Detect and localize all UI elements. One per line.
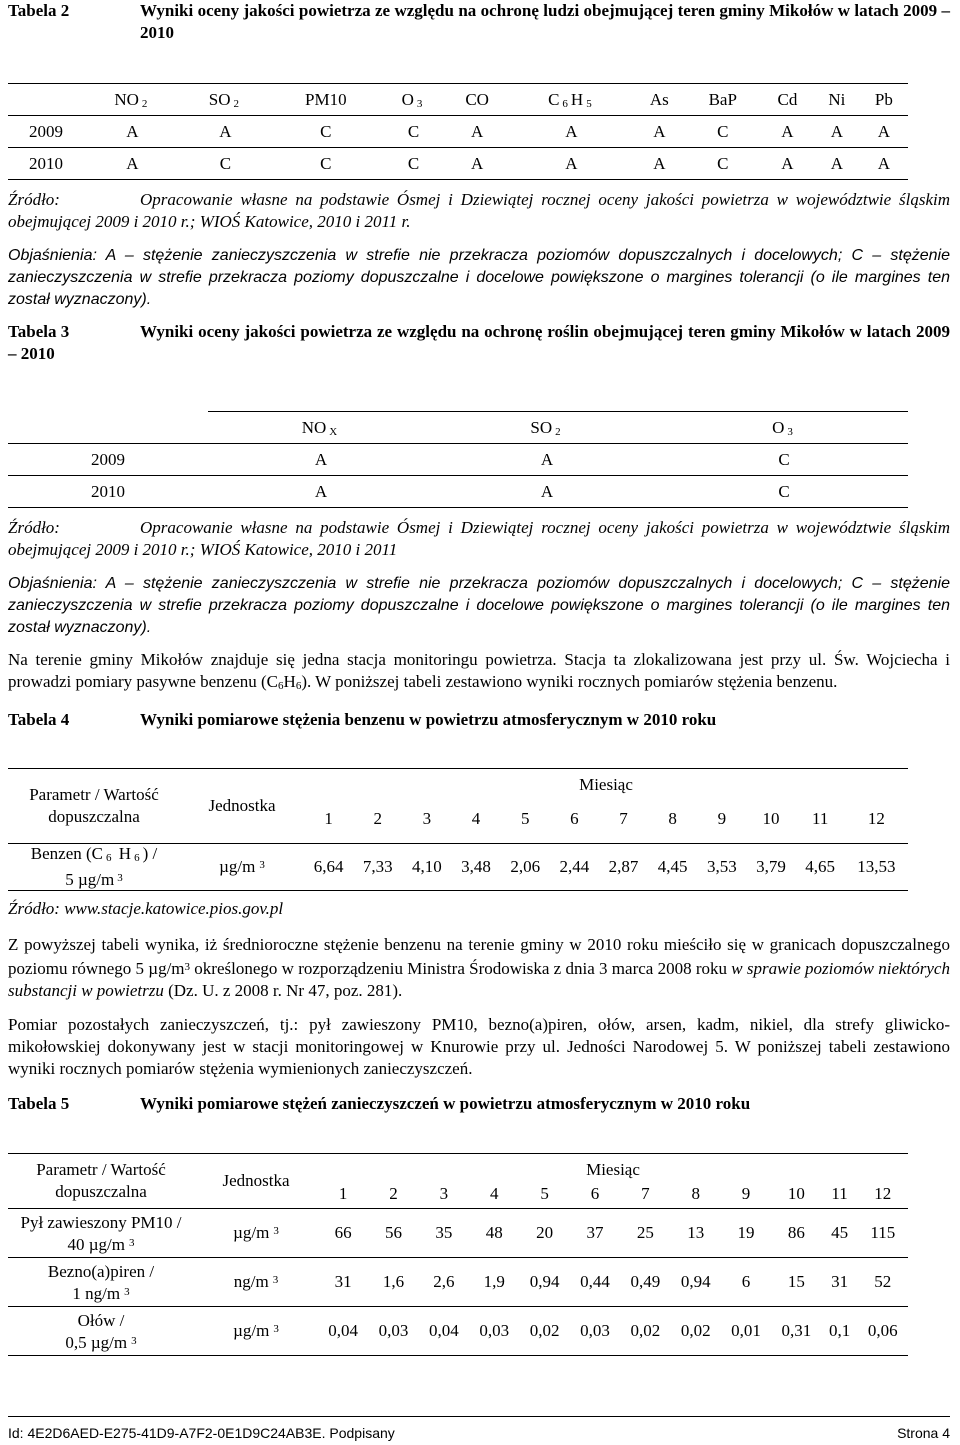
value-cell: 0,01: [721, 1307, 771, 1356]
table2-title: Wyniki oceny jakości powietrza ze względu na ochronę ludzi obejmującej teren gminy Mikołów w latach 2009 – 2010: [140, 1, 950, 42]
value-cell: 86: [771, 1209, 821, 1258]
pollutant-header: CO: [445, 84, 508, 116]
month-header: 2: [368, 1180, 418, 1209]
month-header: 1: [304, 795, 353, 844]
class-cell: A: [634, 148, 685, 180]
value-cell: 31: [822, 1258, 858, 1307]
month-header: 7: [599, 795, 648, 844]
table4: [8, 768, 908, 891]
value-cell: 3,79: [746, 844, 795, 891]
value-cell: 0,94: [671, 1258, 721, 1307]
table3: [8, 411, 908, 508]
document-page: [8, 0, 950, 1356]
value-cell: 1,9: [469, 1258, 519, 1307]
value-cell: 19: [721, 1209, 771, 1258]
unit-cell: ng/m $^3$: [194, 1258, 318, 1307]
value-cell: 1,6: [368, 1258, 418, 1307]
pollutant-header: O $_3$: [382, 84, 446, 116]
paragraph-benzene-result: Z powyższej tabeli wynika, iż średnioroczne stężenie benzenu na terenie gminy w 2010 roku mieściło się w granicach dopuszczalnego poziomu równego 5 $\mu g/m^3$ określonego w rozporządzeniu Ministra Środowiska z dnia 3 marca 2008 roku w sprawie poziomów niektórych substancji w powietrzu (Dz. U. z 2008 r. Nr 47, poz. 281).: [8, 935, 950, 1000]
source-label: Źródło:: [8, 190, 60, 209]
table5-month-header: Miesiąc: [318, 1154, 908, 1181]
month-header: 12: [858, 1180, 908, 1209]
month-header: 8: [648, 795, 697, 844]
value-cell: 4,10: [402, 844, 451, 891]
pollutant-header: PM10: [270, 84, 382, 116]
pollutant-header: As: [634, 84, 685, 116]
year-cell: 2009: [8, 444, 208, 476]
table2-label: Tabela 2: [8, 1, 70, 20]
table3-explanation: Objaśnienia: A – stężenie zanieczyszczenia w strefie nie przekracza poziomów dopuszczalnych i docelowych; C – stężenie zanieczyszczenia w strefie przekracza poziomy dopuszczalne i docelowe powiększone o margines tolerancji (o ile margines ten został wyznaczony).: [8, 575, 950, 636]
table2-caption: [8, 0, 950, 44]
table-row: [8, 444, 908, 476]
value-cell: 13: [671, 1209, 721, 1258]
class-cell: A: [761, 148, 814, 180]
class-cell: A: [761, 116, 814, 148]
value-cell: 0,06: [858, 1307, 908, 1356]
corner-cell: [8, 84, 84, 116]
value-cell: 0,1: [822, 1307, 858, 1356]
pollutant-header: BaP: [685, 84, 761, 116]
month-header: 3: [419, 1180, 469, 1209]
class-cell: A: [509, 148, 634, 180]
table2-source-text: Opracowanie własne na podstawie Ósmej i Dziewiątej rocznej oceny jakości powietrza w województwie śląskim obejmującej 2009 i 2010 r.; WIOŚ Katowice, 2010 i 2011 r.: [8, 190, 950, 231]
param-cell: Pył zawieszony PM10 / 40 µg/m $^3$: [8, 1209, 194, 1258]
value-cell: 0,04: [318, 1307, 368, 1356]
class-cell: C: [685, 116, 761, 148]
table3-title: Wyniki oceny jakości powietrza ze względu na ochronę roślin obejmującej teren gminy Mikołów w latach 2009 – 2010: [8, 322, 950, 363]
table4-title: Wyniki pomiarowe stężenia benzenu w powietrzu atmosferycznym w 2010 roku: [140, 710, 717, 729]
month-header: 1: [318, 1180, 368, 1209]
class-cell: A: [84, 148, 181, 180]
value-cell: 15: [771, 1258, 821, 1307]
value-cell: 6: [721, 1258, 771, 1307]
table3-header-row: [8, 412, 908, 444]
class-cell: A: [208, 476, 434, 508]
month-header: 10: [746, 795, 795, 844]
value-cell: 2,6: [419, 1258, 469, 1307]
month-header: 7: [620, 1180, 670, 1209]
pollutant-header: Cd: [761, 84, 814, 116]
class-cell: A: [445, 116, 508, 148]
month-header: 6: [550, 795, 599, 844]
table-row: [8, 1258, 908, 1307]
value-cell: 0,04: [419, 1307, 469, 1356]
param-cell: Bezno(a)piren / 1 ng/m $^3$: [8, 1258, 194, 1307]
unit-cell: µg/m $^3$: [194, 1209, 318, 1258]
table4-month-header: Miesiąc: [304, 769, 908, 796]
corner-cell: [8, 412, 208, 444]
month-header: 5: [501, 795, 550, 844]
value-cell: 2,87: [599, 844, 648, 891]
value-cell: 37: [570, 1209, 620, 1258]
value-cell: 0,94: [519, 1258, 569, 1307]
value-cell: 6,64: [304, 844, 353, 891]
year-cell: 2009: [8, 116, 84, 148]
pollutant-header: NO $_X$: [208, 412, 434, 444]
month-header: 6: [570, 1180, 620, 1209]
year-cell: 2010: [8, 148, 84, 180]
table-row: [8, 116, 908, 148]
table5: [8, 1153, 908, 1356]
pollutant-header: NO $_2$: [84, 84, 181, 116]
class-cell: A: [84, 116, 181, 148]
year-cell: 2010: [8, 476, 208, 508]
month-header: 9: [721, 1180, 771, 1209]
table4-source: Źródło: www.stacje.katowice.pios.gov.pl: [8, 899, 284, 918]
document-id: Id: 4E2D6AED-E275-41D9-A7F2-0E1D9C24AB3E. Podpisany: [8, 1425, 395, 1441]
value-cell: 56: [368, 1209, 418, 1258]
param-cell: Ołów / 0,5 µg/m $^3$: [8, 1307, 194, 1356]
value-cell: 0,44: [570, 1258, 620, 1307]
value-cell: 0,02: [620, 1307, 670, 1356]
value-cell: 2,06: [501, 844, 550, 891]
month-header: 8: [671, 1180, 721, 1209]
class-cell: A: [208, 444, 434, 476]
month-header: 5: [519, 1180, 569, 1209]
class-cell: A: [445, 148, 508, 180]
pollutant-header: C $_6$ H $_5$: [509, 84, 634, 116]
table5-param-header: Parametr / Wartość dopuszczalna: [8, 1154, 194, 1209]
month-header: 4: [469, 1180, 519, 1209]
value-cell: 52: [858, 1258, 908, 1307]
pollutant-header: O $_3$: [660, 412, 908, 444]
class-cell: C: [660, 444, 908, 476]
class-cell: C: [382, 116, 446, 148]
value-cell: 4,65: [796, 844, 845, 891]
month-header: 12: [845, 795, 908, 844]
table2: [8, 83, 908, 180]
table3-label: Tabela 3: [8, 322, 70, 341]
benzene-param-cell: Benzen (C $_6$ H $_6$ ) / 5 µg/m $^3$: [8, 844, 180, 891]
page-footer: [8, 1416, 950, 1441]
value-cell: 20: [519, 1209, 569, 1258]
month-header: 9: [697, 795, 746, 844]
page-number: Strona 4: [897, 1425, 950, 1441]
class-cell: C: [660, 476, 908, 508]
class-cell: A: [181, 116, 270, 148]
class-cell: A: [434, 444, 660, 476]
value-cell: 66: [318, 1209, 368, 1258]
table5-title: Wyniki pomiarowe stężeń zanieczyszczeń w powietrzu atmosferycznym w 2010 roku: [140, 1094, 751, 1113]
month-header: 4: [451, 795, 500, 844]
table-row: [8, 148, 908, 180]
table4-label: Tabela 4: [8, 710, 70, 729]
class-cell: A: [860, 116, 908, 148]
class-cell: C: [685, 148, 761, 180]
value-cell: 31: [318, 1258, 368, 1307]
value-cell: 35: [419, 1209, 469, 1258]
value-cell: 0,03: [368, 1307, 418, 1356]
month-header: 11: [796, 795, 845, 844]
class-cell: C: [270, 116, 382, 148]
value-cell: 0,31: [771, 1307, 821, 1356]
month-header: 11: [822, 1180, 858, 1209]
pollutant-header: SO $_2$: [434, 412, 660, 444]
value-cell: 115: [858, 1209, 908, 1258]
value-cell: 0,02: [519, 1307, 569, 1356]
pollutant-header: Ni: [814, 84, 860, 116]
value-cell: 4,45: [648, 844, 697, 891]
class-cell: A: [509, 116, 634, 148]
class-cell: A: [860, 148, 908, 180]
class-cell: A: [434, 476, 660, 508]
month-header: 3: [402, 795, 451, 844]
pollutant-header: Pb: [860, 84, 908, 116]
month-header: 10: [771, 1180, 821, 1209]
source-text: Opracowanie własne na podstawie Ósmej i Dziewiątej rocznej oceny jakości powietrza w województwie śląskim obejmującej 2009 i 2010 r.; WIOŚ Katowice, 2010 i 2011: [8, 518, 950, 559]
value-cell: 3,53: [697, 844, 746, 891]
paragraph-benzene-intro: Na terenie gminy Mikołów znajduje się jedna stacja monitoringu powietrza. Stacja ta zlokalizowana jest przy ul. Św. Wojciecha i prowadzi pomiary pasywne benzenu $(C_6H_6)$. W poniższej tabeli zestawiono wyniki rocznych pomiarów stężenia benzenu.: [8, 650, 950, 692]
table2-header-row: [8, 84, 908, 116]
value-cell: 13,53: [845, 844, 908, 891]
table5-caption: [8, 1093, 950, 1115]
source-label: Źródło:: [8, 518, 60, 537]
table-row: [8, 476, 908, 508]
table5-label: Tabela 5: [8, 1094, 70, 1113]
class-cell: C: [181, 148, 270, 180]
value-cell: 48: [469, 1209, 519, 1258]
class-cell: A: [814, 116, 860, 148]
class-cell: C: [382, 148, 446, 180]
value-cell: 3,48: [451, 844, 500, 891]
pollutant-header: SO $_2$: [181, 84, 270, 116]
class-cell: C: [270, 148, 382, 180]
value-cell: 25: [620, 1209, 670, 1258]
value-cell: 0,03: [469, 1307, 519, 1356]
value-cell: 2,44: [550, 844, 599, 891]
value-cell: 45: [822, 1209, 858, 1258]
month-header: 2: [353, 795, 402, 844]
table-row: [8, 1209, 908, 1258]
value-cell: 0,02: [671, 1307, 721, 1356]
unit-cell: µg/m $^3$: [194, 1307, 318, 1356]
table5-unit-header: Jednostka: [194, 1154, 318, 1209]
class-cell: A: [634, 116, 685, 148]
value-cell: 0,49: [620, 1258, 670, 1307]
table4-unit-header: Jednostka: [180, 769, 304, 844]
table3-source-text: [8, 517, 950, 561]
class-cell: A: [814, 148, 860, 180]
paragraph-other-pollutants: Pomiar pozostałych zanieczyszczeń, tj.: pył zawieszony PM10, bezno(a)piren, ołów, arsen, kadm, nikiel, dla strefy gliwicko-mikołowskiej dokonywany jest w stacji monitoringowej w Knurowie przy ul. Jedności Narodowej 5. W poniższej tabeli zestawiono wyniki rocznych pomiarów stężenia wymienionych zanieczyszczeń.: [8, 1015, 950, 1078]
table2-explanation: Objaśnienia: A – stężenie zanieczyszczenia w strefie nie przekracza poziomów dopuszczalnych i docelowych; C – stężenie zanieczyszczenia w strefie przekracza poziomy dopuszczalne i docelowe powiększone o margines tolerancji (o ile margines ten został wyznaczony).: [8, 247, 950, 308]
table-row: [8, 1307, 908, 1356]
table4-caption: [8, 709, 950, 731]
unit-cell: µg/m $^3$: [180, 844, 304, 891]
value-cell: 7,33: [353, 844, 402, 891]
value-cell: 0,03: [570, 1307, 620, 1356]
table4-param-header: Parametr / Wartość dopuszczalna: [8, 769, 180, 844]
